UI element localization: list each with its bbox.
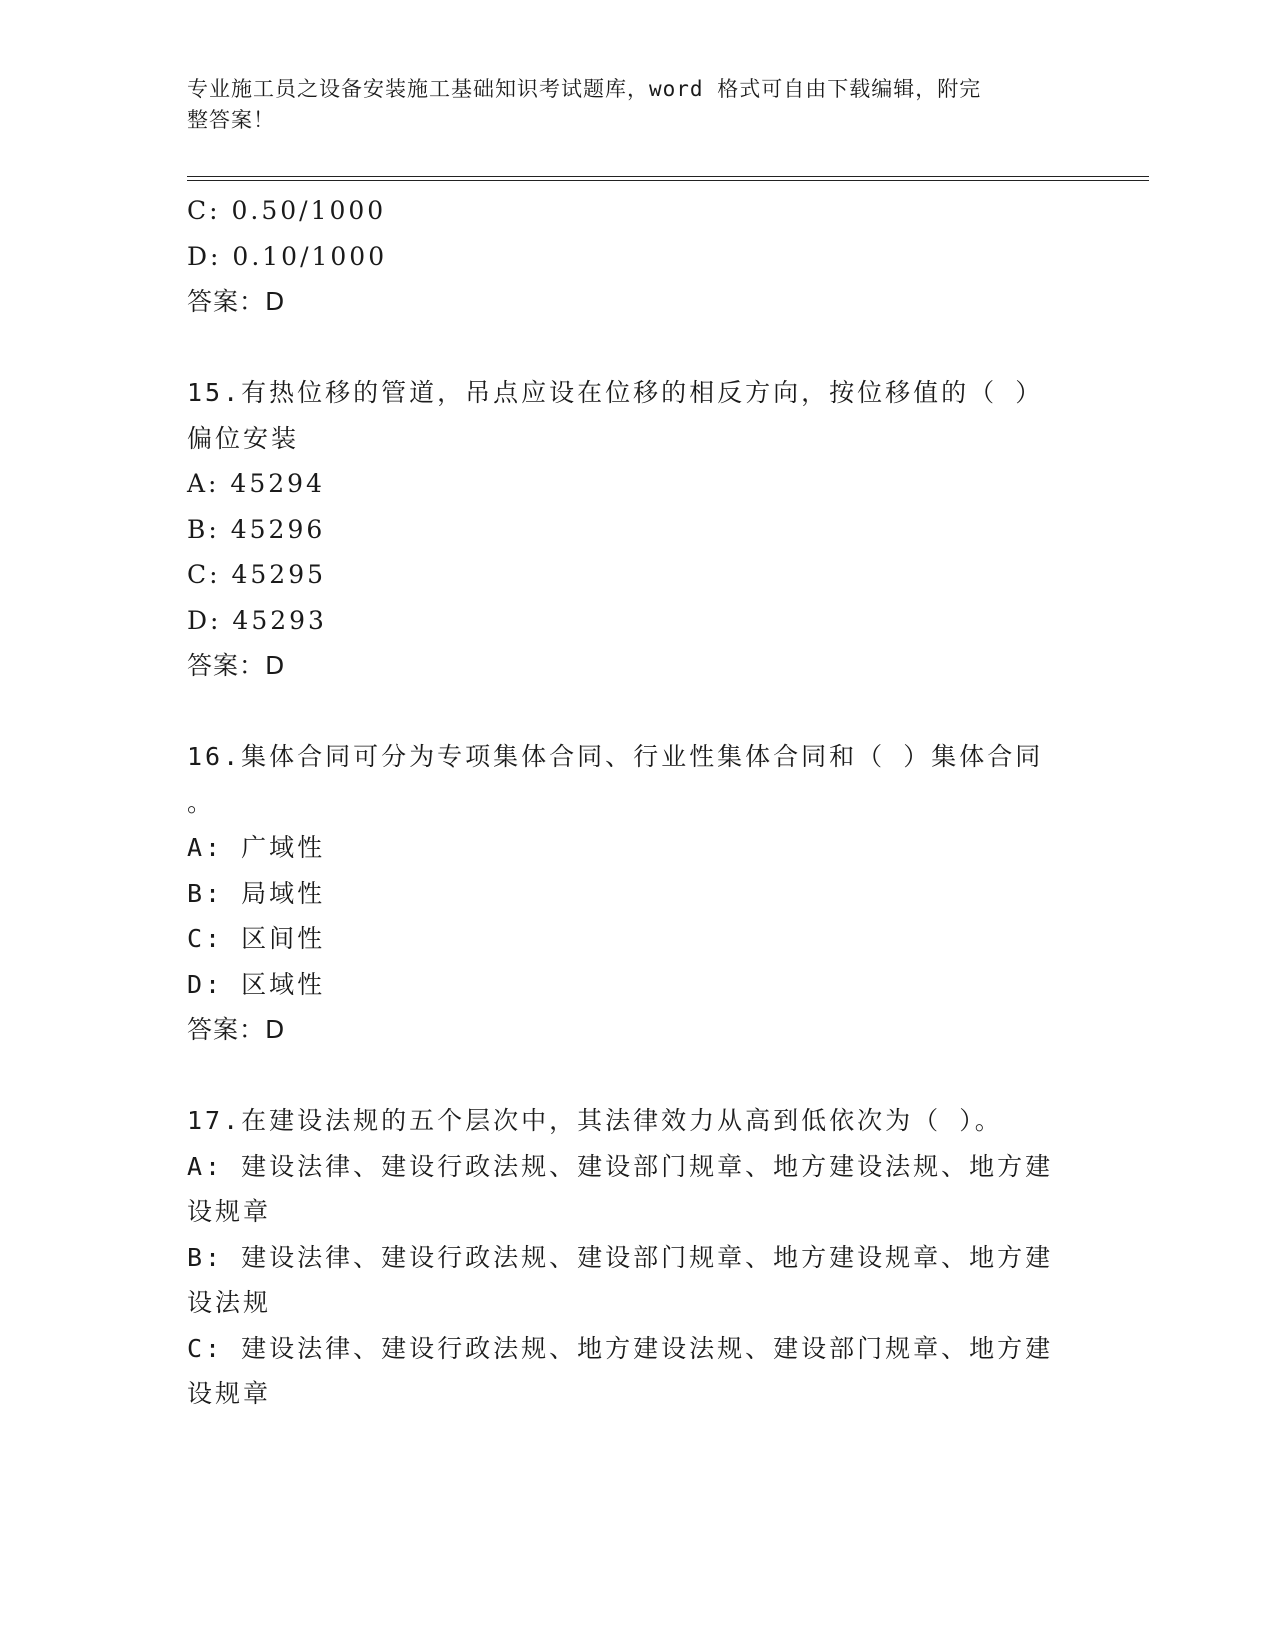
q14-option-c: C: 0.50/1000 <box>187 196 387 225</box>
q14-option-d: D: 0.10/1000 <box>187 241 388 271</box>
document-header <box>187 74 1067 136</box>
q17-option-a-line-2: 设规章 <box>187 1197 272 1226</box>
q16-option-b: B: 局域性 <box>187 878 326 908</box>
q16-option-c: C: 区间性 <box>187 924 326 953</box>
q15-stem-line-1: 15.有热位移的管道，吊点应设在位移的相反方向，按位移值的（ ） <box>187 378 1044 407</box>
q15-option-c: C: 45295 <box>187 560 327 589</box>
q17-option-b-line-1: B: 建设法律、建设行政法规、建设部门规章、地方建设规章、地方建 <box>187 1242 1054 1272</box>
q16-option-a: A: 广域性 <box>187 833 326 862</box>
q16-option-d: D: 区域性 <box>187 969 326 999</box>
q15-answer: 答案：D <box>187 651 286 680</box>
spacer <box>187 325 1087 371</box>
header-title-line-1: 专业施工员之设备安装施工基础知识考试题库，word 格式可自由下载编辑，附完 <box>187 77 982 101</box>
header-double-rule <box>187 176 1149 181</box>
q15-option-b: B: 45296 <box>187 514 326 544</box>
question-list <box>187 188 1087 1417</box>
spacer <box>187 1053 1087 1099</box>
q15-option-a: A: 45294 <box>187 469 325 498</box>
q15-option-d: D: 45293 <box>187 605 327 635</box>
q17-option-c-line-1: C: 建设法律、建设行政法规、地方建设法规、建设部门规章、地方建 <box>187 1333 1054 1363</box>
q17-stem: 17.在建设法规的五个层次中，其法律效力从高到低依次为（ ）。 <box>187 1106 1003 1135</box>
q16-stem-line-1: 16.集体合同可分为专项集体合同、行业性集体合同和（ ）集体合同 <box>187 742 1044 771</box>
header-title-line-2: 整答案！ <box>187 108 275 132</box>
q17-option-b-line-2: 设法规 <box>187 1288 272 1317</box>
q16-answer: 答案：D <box>187 1015 286 1044</box>
q16-stem-line-2: 。 <box>187 787 216 817</box>
q14-answer: 答案：D <box>187 287 286 316</box>
spacer <box>187 689 1087 735</box>
q17-option-c-line-2: 设规章 <box>187 1379 272 1408</box>
q17-option-a-line-1: A: 建设法律、建设行政法规、建设部门规章、地方建设法规、地方建 <box>187 1151 1054 1181</box>
q15-stem-line-2: 偏位安装 <box>187 423 300 453</box>
